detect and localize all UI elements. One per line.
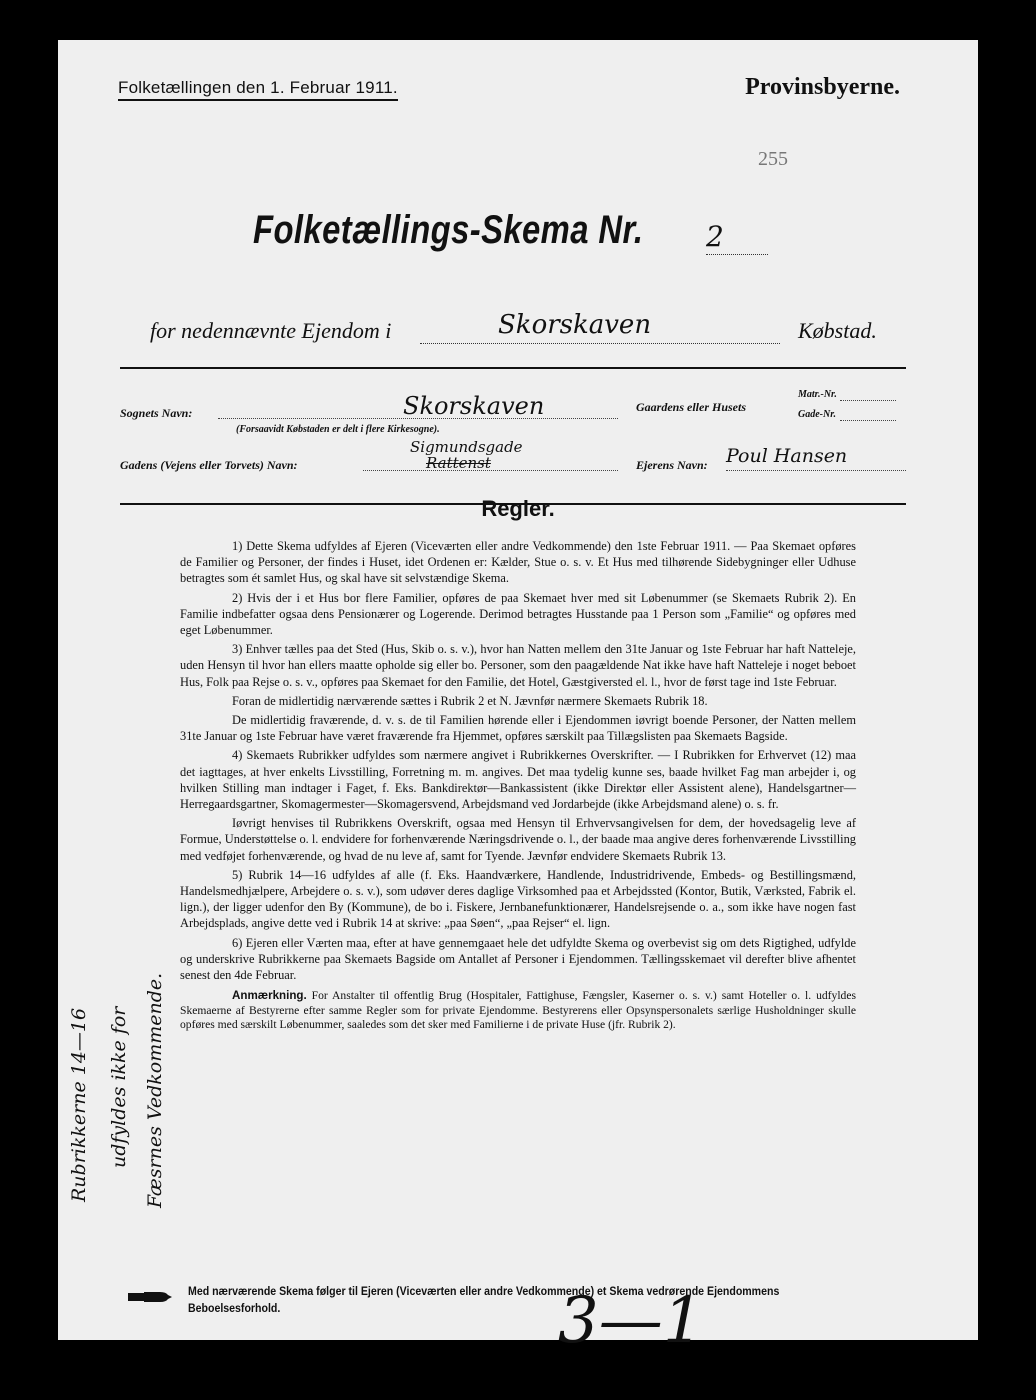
form-title: Folketællings-Skema Nr. xyxy=(253,208,644,252)
census-form-page xyxy=(58,40,978,1358)
bottom-handwritten-number: 3—1 xyxy=(558,1284,704,1358)
region-header: Provinsbyerne. xyxy=(745,74,900,100)
rule-paragraph: 3) Enhver tælles paa det Sted (Hus, Skib o. s. v.), hvor han Natten mellem den 31te Januar og 1ste Februar har haft Natteleje, uden Hensyn til hvor han ellers maatte opholde sig eller bo. Personer, som den paagældende Nat ikke have haft Natteleje i noget beboet Hus, Folk paa Rejse o. s. v., opføres paa Skemaet for den Familie, det Hotel, Gæstgiversted el. l., hvor de først tage ind 1ste Februar. xyxy=(180,642,856,689)
parish-note: (Forsaavidt Købstaden er delt i flere Kirkesogne). xyxy=(236,424,440,435)
owner-handwritten: Poul Hansen xyxy=(726,445,848,467)
matr-label: Matr.-Nr. xyxy=(798,389,837,400)
footer-note: Med nærværende Skema følger til Ejeren (Viceværten eller andre Vedkommende) et Skema vedrørende Ejendommens Beboelsesforhold. xyxy=(188,1286,780,1315)
street-struck-handwritten: Rattenst xyxy=(426,454,491,472)
pointing-hand-icon xyxy=(128,1290,172,1304)
divider-top xyxy=(120,367,906,369)
note-label: Anmærkning. xyxy=(232,989,307,1003)
form-number-handwritten: 2 xyxy=(706,220,724,253)
property-town-line xyxy=(420,343,780,344)
matr-line xyxy=(840,400,896,401)
census-date-header: Folketællingen den 1. Februar 1911. xyxy=(118,78,398,101)
street-handwritten: Sigmundsgade xyxy=(410,438,523,456)
owner-line xyxy=(726,470,906,471)
property-prefix: for nedennævnte Ejendom i xyxy=(150,318,392,343)
rule-paragraph: 4) Skemaets Rubrikker udfyldes som nærmere angivet i Rubrikkernes Overskrifter. — I Rubrikken for Erhvervet (12) maa det iagttages, at hver enkelts Livsstilling, Forretning m. m. angives. Det maa tydelig kunne ses, baade hvilket Fag man arbejder i, og hvilken Stilling man indtager i Faget, f. Eks. Bankdirektør—Bankassistent (ikke Direktør eller Assistent alene), Handelsgartner—Herregaardsgartner, Skomagermester—Skomagersvend, Arbejdsmand ved Jordarbejde (ikke Arbejdsmand alene) o. s. fr. xyxy=(180,748,856,812)
farm-label: Gaardens eller Husets xyxy=(636,400,747,414)
rule-paragraph: Foran de midlertidig nærværende sættes i Rubrik 2 et N. Jævnfør nærmere Skemaets Rubrik 18. xyxy=(232,693,708,708)
owner-label: Ejerens Navn: xyxy=(636,458,708,472)
rules-title: Regler. xyxy=(481,496,555,521)
rule-paragraph: De midlertidig fraværende, d. v. s. de til Familien hørende eller i Ejendommen iøvrigt boende Personer, der Natten mellem 31te Januar og 1ste Februar have været fraværende fra Hjemmet, opføres særskilt paa Tillægslisten paa Skemaets Bagside. xyxy=(180,713,856,744)
rule-paragraph: Iøvrigt henvises til Rubrikkens Overskrift, ogsaa med Hensyn til Erhvervsangivelsen for dem, der hovedsagelig leve af Formue, Understøttelse o. l. endvidere for forhenværende Næringsdrivende o. l., der baade maa angive deres forhenværende Livsstilling med vedføjet forhenværende, og hvad de nu leve af, samt for Tyende. Jævnfør endvidere Skemaets Rubrik 13. xyxy=(180,816,856,863)
street-line xyxy=(363,470,618,471)
rule-paragraph: 6) Ejeren eller Værten maa, efter at have gennemgaaet hele det udfyldte Skema og overbevist sig om dets Rigtighed, udfylde og underskrive Rubrikkerne paa Skemaets Bagside om Antallet af Personer i Ejendommen. Tællingsskemaet vil derefter blive afhentet senest den 4de Februar. xyxy=(180,935,856,983)
street-label: Gadens (Vejens eller Torvets) Navn: xyxy=(120,458,298,472)
property-town-handwritten: Skorskaven xyxy=(498,310,652,340)
rule-paragraph: 5) Rubrik 14—16 udfyldes af alle (f. Eks. Haandværkere, Handlende, Industridrivende, Embeds- og Bestillingsmænd, Handelsmedhjælpere, Arbejdere o. s. v.), som udøver deres daglige Virksomhed paa et Arbejdssted (Kontor, Butik, Værksted, Fabrik el. lign.), der ligger udenfor den By (Kommune), de bo i. Fiskere, Jernbanefunktionærer, Handelsrejsende o. a., som ikke have nogen fast Arbejdsplads, angive dette ved i Rubrik 14 at skrive: „paa Søen“, „paa Rejser“ el. lign. xyxy=(180,867,856,931)
note-paragraph xyxy=(180,989,856,1033)
rules-body xyxy=(180,538,856,1036)
rule-paragraph: 2) Hvis der i et Hus bor flere Familier, opføres de paa Skemaet hver med sit Løbenummer (se Skemaets Rubrik 2). En Familie indbefatter ogsaa dens Pensionærer og Logerende. Derimod betragtes Husstande paa 1 Person som „Familie“ og opføres med eget Løbenummer. xyxy=(180,590,856,638)
property-suffix: Købstad. xyxy=(798,318,877,343)
parish-handwritten: Skorskaven xyxy=(403,392,545,420)
parish-line xyxy=(218,418,618,419)
margin-note-line-1: Rubrikkerne 14—16 xyxy=(68,1007,90,1202)
note-text: For Anstalter til offentlig Brug (Hospitaler, Fattighuse, Fængsler, Kaserner o. s. v.) samt Hoteller o. l. udfyldes Skemaerne af Bestyrerne efter samme Regler som for private Ejendomme. Bestyrerens eller Opsynspersonalets særlige Husholdninger skulle opføres med særskilt Løbenummer, saaledes som det sker med Familierne i de private Huse (jfr. Rubrik 2). xyxy=(180,989,856,1032)
gade-label: Gade-Nr. xyxy=(798,409,837,420)
gade-line xyxy=(840,420,896,421)
rule-paragraph: 1) Dette Skema udfyldes af Ejeren (Viceværten eller andre Vedkommende) den 1ste Februar 1911. — Paa Skemaet opføres de Familier og Personer, der findes i Huset, idet Ordenen er: Kælder, Stue o. s. v. Et Hus med tilhørende Sidebygninger eller Udhuse betragtes som ét samlet Hus, og skal have sit selvstændige Skema. xyxy=(180,539,856,586)
margin-note-line-3: Fæsrnes Vedkommende. xyxy=(144,972,166,1208)
form-number-line xyxy=(706,254,768,255)
margin-note-line-2: udfyldes ikke for xyxy=(108,1006,130,1168)
page-stamp-number: 255 xyxy=(758,148,788,170)
parish-label: Sognets Navn: xyxy=(120,406,193,420)
